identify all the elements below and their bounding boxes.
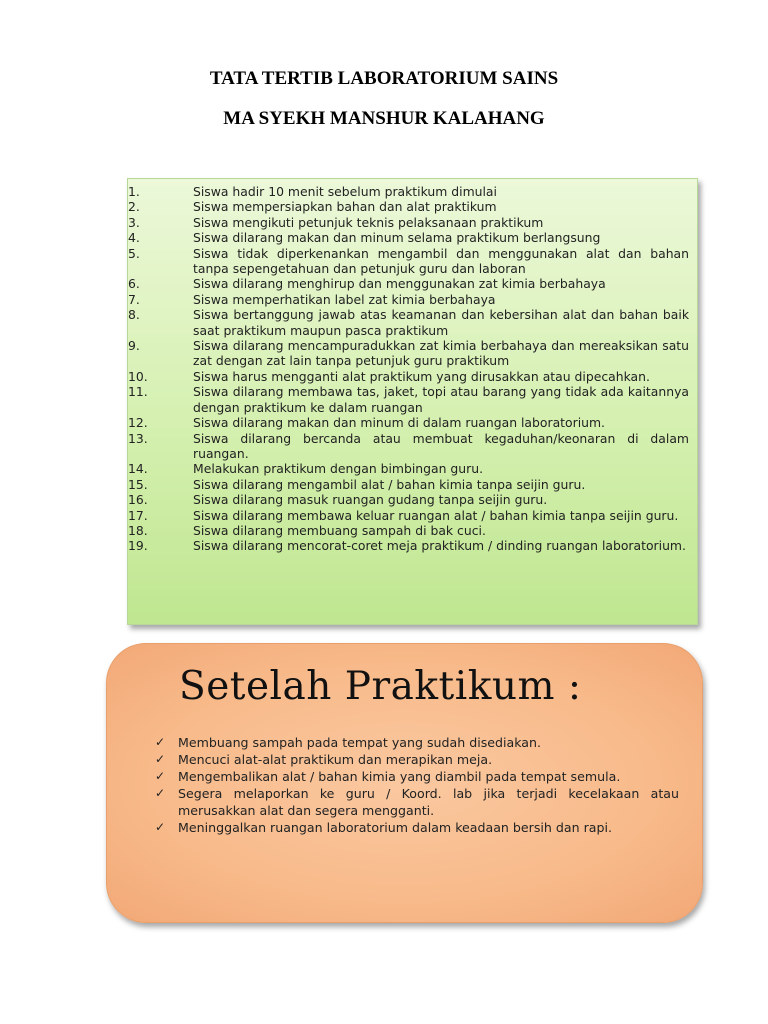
rules-panel [127,178,698,625]
rule-number: 14 . [128,461,168,476]
after-practicum-heading: Setelah Praktikum : [179,664,582,709]
rule-number: 10 . [128,369,168,384]
checkmark-icon: ✓ [155,820,166,834]
rule-item [128,230,699,245]
rules-list [128,184,699,554]
rule-number: 12 . [128,415,168,430]
rule-text: Siswa harus mengganti alat praktikum yang dirusakkan atau dipecahkan. [193,368,650,384]
rule-number: 11 . [128,384,168,399]
rule-number: 3 . [128,215,168,230]
rule-text: Siswa dilarang membawa keluar ruangan alat / bahan kimia tanpa seijin guru. [193,507,679,523]
rule-number: 4 . [128,230,168,245]
rule-text: Siswa dilarang membuang sampah di bak cuci. [193,522,486,538]
rule-text: Siswa dilarang membawa tas, jaket, topi atau barang yang tidak ada kaitannya dengan praktikum ke dalam ruangan [193,384,689,415]
rule-item [128,215,699,230]
rule-number: 8 . [128,307,168,322]
after-item [107,734,704,751]
rule-text: Siswa dilarang mengambil alat / bahan kimia tanpa seijin guru. [193,476,586,492]
rule-item [128,431,699,462]
rule-item [128,523,699,538]
after-item [107,819,704,836]
rule-number: 13 . [128,431,168,446]
rule-text: Melakukan praktikum dengan bimbingan guru. [193,461,484,477]
rule-item [128,276,699,291]
rule-item [128,184,699,199]
rule-item [128,246,699,277]
rule-number: 15 . [128,477,168,492]
rule-item [128,538,699,553]
rule-number: 16 . [128,492,168,507]
rule-item [128,369,699,384]
rule-item [128,384,699,415]
rule-number: 1 . [128,184,168,199]
rule-number: 5 . [128,246,168,261]
after-item-text: Mengembalikan alat / bahan kimia yang diambil pada tempat semula. [178,769,621,784]
rule-item [128,415,699,430]
after-practicum-panel [106,643,703,923]
rule-text: Siswa hadir 10 menit sebelum praktikum dimulai [193,184,497,199]
after-item-text: Mencuci alat-alat praktikum dan merapikan meja. [178,752,493,767]
rule-item [128,477,699,492]
rule-number: 2 . [128,199,168,214]
document-title: TATA TERTIB LABORATORIUM SAINS [209,68,559,89]
rule-text: Siswa dilarang menghirup dan menggunakan zat kimia berbahaya [193,276,606,292]
rule-item [128,307,699,338]
rule-text: Siswa dilarang mencampuradukkan zat kimia berbahaya dan mereaksikan satu zat dengan zat lain tanpa petunjuk guru praktikum [193,338,689,369]
rule-text: Siswa bertanggung jawab atas keamanan dan kebersihan alat dan bahan baik saat praktikum maupun pasca praktikum [193,307,689,338]
after-item-text: Meninggalkan ruangan laboratorium dalam keadaan bersih dan rapi. [178,820,612,835]
rule-text: Siswa dilarang bercanda atau membuat kegaduhan/keonaran di dalam ruangan. [193,430,689,461]
school-name: MA SYEKH MANSHUR KALAHANG [223,108,545,129]
rule-text: Siswa memperhatikan label zat kimia berbahaya [193,291,496,307]
rule-item [128,199,699,214]
checkmark-icon: ✓ [155,769,166,783]
after-item [107,785,704,819]
rule-number: 6 . [128,276,168,291]
after-practicum-list [107,734,704,836]
rule-text: Siswa dilarang masuk ruangan gudang tanpa seijin guru. [193,492,548,508]
rule-number: 18 . [128,523,168,538]
rule-number: 17 . [128,508,168,523]
after-item-text: Membuang sampah pada tempat yang sudah disediakan. [178,735,542,750]
rule-text: Siswa dilarang makan dan minum selama praktikum berlangsung [193,230,601,246]
checkmark-icon: ✓ [155,752,166,766]
after-item-text: Segera melaporkan ke guru / Koord. lab jika terjadi kecelakaan atau merusakkan alat dan segera mengganti. [178,786,679,818]
rule-number: 7 . [128,292,168,307]
rule-item [128,461,699,476]
rule-text: Siswa dilarang makan dan minum di dalam ruangan laboratorium. [193,415,605,431]
rule-text: Siswa tidak diperkenankan mengambil dan menggunakan alat dan bahan tanpa sepengetahuan dan petunjuk guru dan laboran [193,245,689,277]
rule-text: Siswa dilarang mencorat-coret meja praktikum / dinding ruangan laboratorium. [193,538,686,554]
rule-item [128,492,699,507]
rule-item [128,292,699,307]
after-item [107,751,704,768]
rule-text: Siswa mempersiapkan bahan dan alat praktikum [193,199,497,215]
rule-text: Siswa mengikuti petunjuk teknis pelaksanaan praktikum [193,214,544,230]
rule-number: 19 . [128,538,168,553]
rule-number: 9 . [128,338,168,353]
checkmark-icon: ✓ [155,735,166,749]
rule-item [128,508,699,523]
checkmark-icon: ✓ [155,786,166,800]
after-item [107,768,704,785]
rule-item [128,338,699,369]
